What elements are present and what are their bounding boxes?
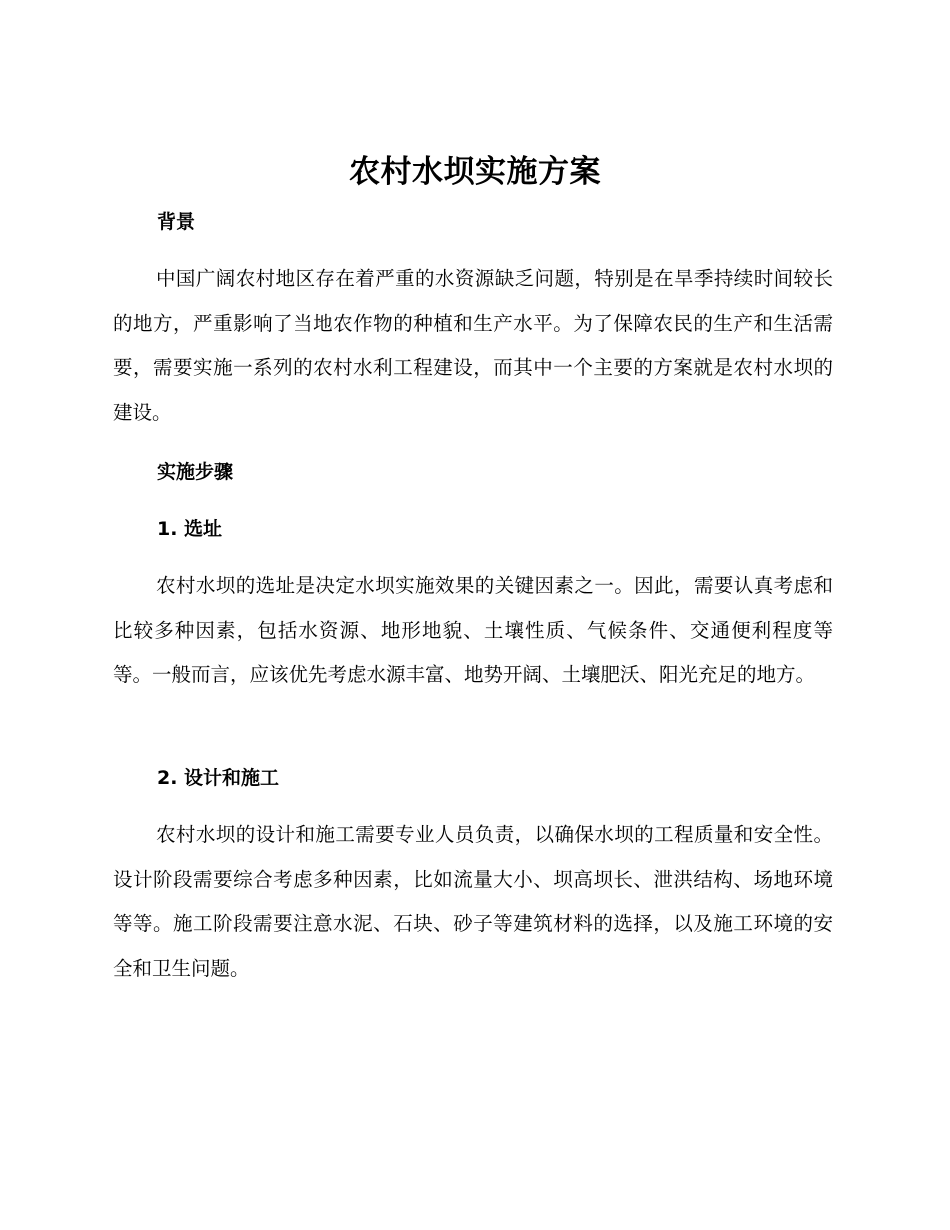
section-heading-steps: 实施步骤 xyxy=(157,461,234,483)
subsection-heading-site-selection: 1. 选址 xyxy=(157,518,223,540)
paragraph-design-construction: 农村水坝的设计和施工需要专业人员负责，以确保水坝的工程质量和安全性。设计阶段需要综合考虑多种因素，比如流量大小、坝高坝长、泄洪结构、场地环境等等。施工阶段需要注意水泥、石块、砂子等建筑材料的选择，以及施工环境的安全和卫生问题。 xyxy=(113,823,833,980)
document-title: 农村水坝实施方案 xyxy=(349,154,601,190)
paragraph-background: 中国广阔农村地区存在着严重的水资源缺乏问题，特别是在旱季持续时间较长的地方，严重影响了当地农作物的种植和生产水平。为了保障农民的生产和生活需要，需要实施一系列的农村水利工程建设，而其中一个主要的方案就是农村水坝的建设。 xyxy=(113,267,833,424)
section-heading-background: 背景 xyxy=(157,211,196,233)
subsection-heading-design-construction: 2. 设计和施工 xyxy=(157,767,280,789)
paragraph-site-selection: 农村水坝的选址是决定水坝实施效果的关键因素之一。因此，需要认真考虑和比较多种因素，包括水资源、地形地貌、土壤性质、气候条件、交通便利程度等等。一般而言，应该优先考虑水源丰富、地势开阔、土壤肥沃、阳光充足的地方。 xyxy=(113,574,833,686)
